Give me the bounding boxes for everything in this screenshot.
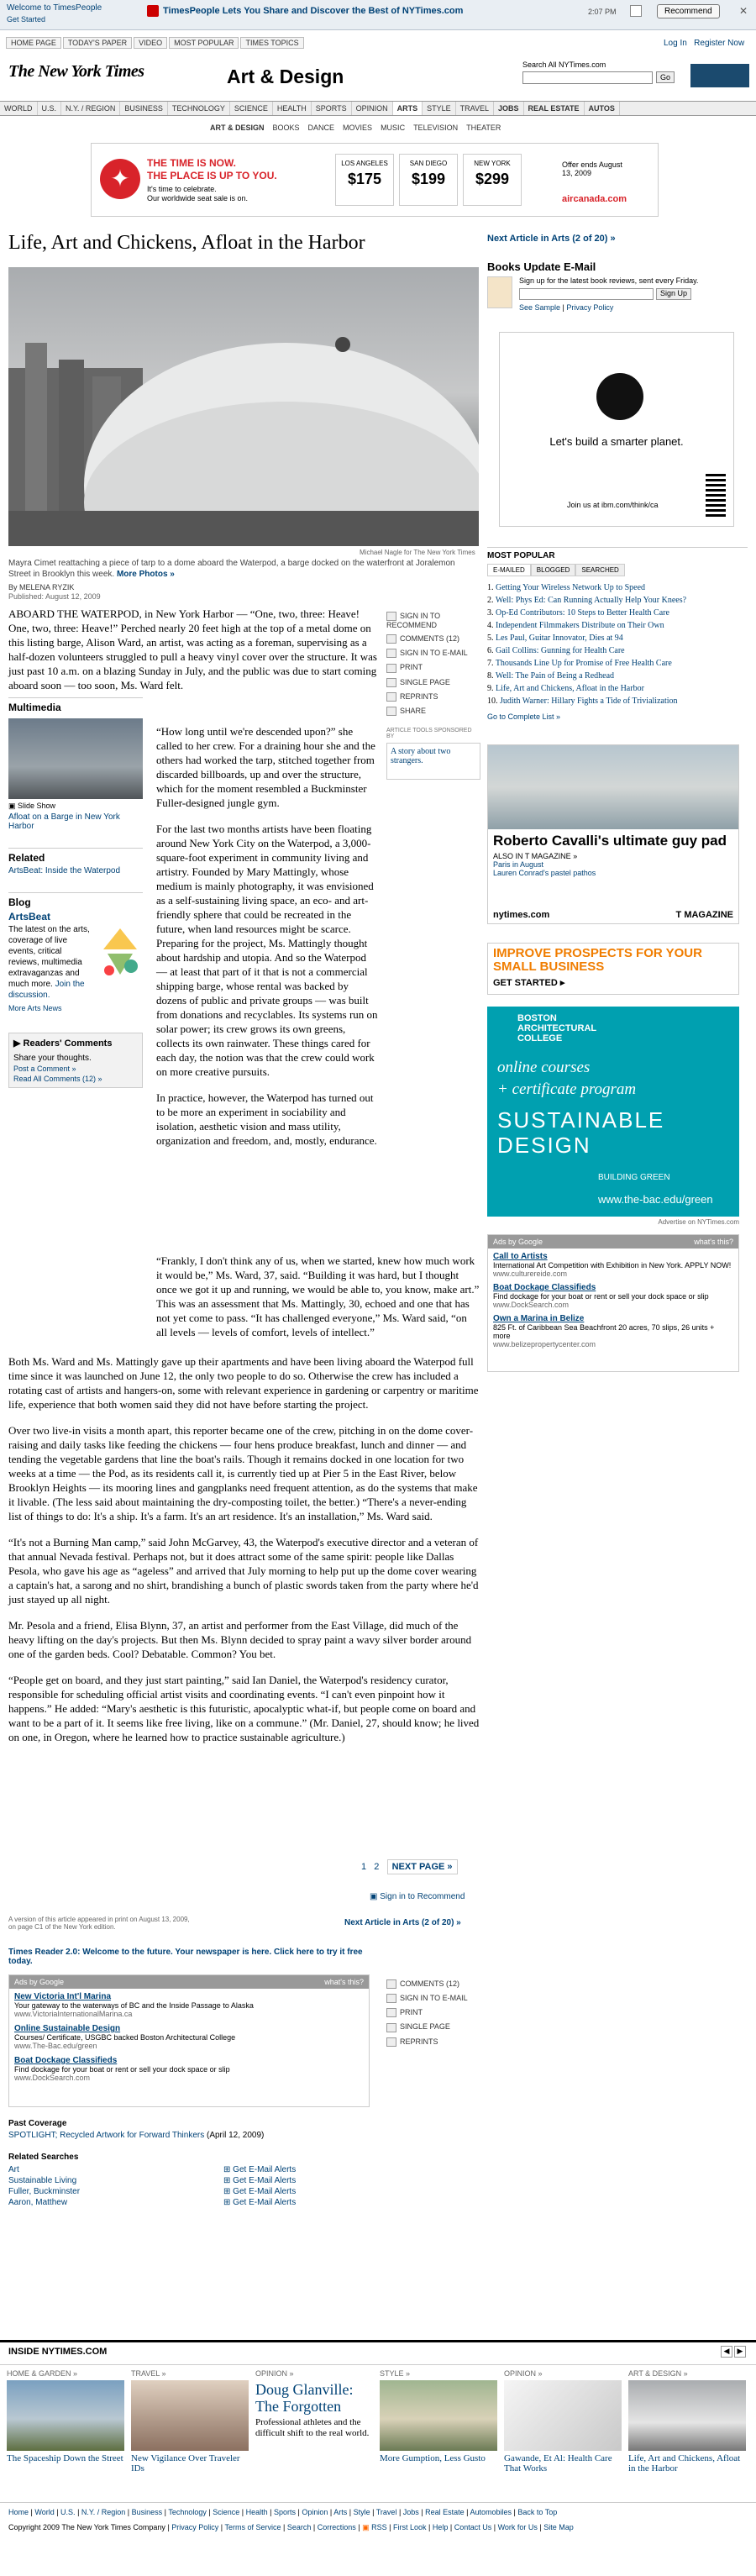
reprints-icon <box>386 692 396 702</box>
footer-arts[interactable]: Arts <box>333 2508 348 2516</box>
tool2-email[interactable]: SIGN IN TO E-MAIL <box>386 1994 480 2003</box>
bac-ad[interactable] <box>487 1007 739 1217</box>
bac-name: BOSTON ARCHITECTURAL COLLEGE <box>517 1013 596 1044</box>
improve-headline: IMPROVE PROSPECTS FOR YOUR SMALL BUSINESS <box>493 946 702 974</box>
ibm-tagline: Let's build a smarter planet. <box>549 435 684 448</box>
most-popular <box>487 547 748 721</box>
related-searches-heading: Related Searches <box>8 2153 79 2162</box>
timespeople-icon <box>147 5 159 17</box>
tab-emailed[interactable]: E-MAILED <box>487 564 531 576</box>
article-body-col1 <box>8 607 378 704</box>
bac-url: www.the-bac.edu/green <box>598 1193 713 1206</box>
banner-line1: THE TIME IS NOW. <box>147 157 237 169</box>
alert-fuller[interactable]: ⊞ Get E-Mail Alerts <box>223 2187 297 2196</box>
subnav-television[interactable]: TELEVISION <box>413 124 459 132</box>
bottom-ad-3-title[interactable]: Boat Dockage Classifieds <box>14 2056 118 2065</box>
search-input[interactable] <box>522 71 653 84</box>
tool2-reprints[interactable]: REPRINTS <box>386 2037 480 2047</box>
get-started-link[interactable]: Get Started <box>7 15 46 24</box>
main-photo[interactable] <box>8 267 479 546</box>
ads-header: Ads by Google what's this? <box>9 1975 369 1989</box>
readers-comments-box <box>8 1033 143 1088</box>
next-article-bottom[interactable]: Next Article in Arts (2 of 20) » <box>344 1918 461 1927</box>
inside-item-1[interactable]: HOME & GARDEN » The Spaceship Down the Street <box>7 2369 123 2463</box>
subnav-books[interactable]: BOOKS <box>272 124 300 132</box>
tab-blogged[interactable]: BLOGGED <box>531 564 576 576</box>
footer-jobs[interactable]: Jobs <box>402 2508 419 2516</box>
google-ads-bottom <box>8 1974 370 2107</box>
bac-line5: BUILDING GREEN <box>598 1173 670 1182</box>
inside-item-6[interactable]: ART & DESIGN » Life, Art and Chickens, Afloat in the Harbor <box>628 2369 746 2473</box>
rss-icon: ▣ <box>362 2523 370 2531</box>
cavalli-promo[interactable] <box>487 744 739 924</box>
subnav-movies[interactable]: MOVIES <box>343 124 373 132</box>
inside-photo-2 <box>131 2380 249 2451</box>
fare-ny[interactable]: NEW YORK $299 <box>463 154 522 206</box>
footer-privacy[interactable]: Privacy Policy <box>171 2523 219 2531</box>
section-title: Art & Design <box>227 66 344 87</box>
mp-item-3[interactable]: 3. Op-Ed Contributors: 10 Steps to Better Health Care <box>487 608 669 618</box>
footer-contact[interactable]: Contact Us <box>454 2523 492 2531</box>
mp-item-10[interactable]: 10. Judith Warner: Hillary Fights a Tide of Trivialization <box>487 697 678 706</box>
footer-rss[interactable]: RSS <box>371 2523 387 2531</box>
footer-corrections[interactable]: Corrections <box>317 2523 356 2531</box>
article-headline: Life, Art and Chickens, Afloat in the Harbor <box>8 232 365 254</box>
right-ad-3-desc: 825 Ft. of Caribbean Sea Beachfront 20 acres, 70 slips, 26 units + more <box>493 1323 715 1340</box>
photo-credit: Michael Nagle for The New York Times <box>360 549 475 556</box>
mp-item-7[interactable]: 7. Thousands Line Up for Promise of Free Health Care <box>487 659 672 668</box>
print-note: A version of this article appeared in print on August 13, 2009, on page C1 of the New York edition. <box>8 1916 190 1931</box>
tool-recommend[interactable]: SIGN IN TO RECOMMEND <box>386 612 441 630</box>
secnav-health[interactable]: HEALTH <box>273 102 312 115</box>
paragraph-7: Over two live-in visits a month apart, this reporter became one of the crew, pitching in on the dome cover-raising and daily tasks like feeding the chickens — four hens produce breakfast, lunch and dinner — and tending the vegetable gardens that line the boat's rails. Though it remains docked in one location for two weeks at a time — the Pod, as its residents call it, is currently tied up at Pier 5 in the East River, below Brooklyn Heights — its mooring lines and gangplanks need frequent attention, as do the systems that make it livable. (The less said about maintaining the dry-composting toilet, the better.) “There's a never-ending list of things to do: It's a ship. It's a farm. It's an art residence. It's an installation,” Ms. Ward said. <box>8 1424 478 1522</box>
photo-caption: Mayra Cimet reattaching a piece of tarp to a dome aboard the Waterpod, a barge docked on the waterfront at Joralemon Street in Brooklyn this week. More Photos » <box>8 559 455 579</box>
tool-print[interactable]: PRINT <box>386 663 480 672</box>
footer-real-estate[interactable]: Real Estate <box>425 2508 465 2516</box>
left-sidebar <box>8 697 143 1088</box>
bottom-ad-1-desc: Your gateway to the waterways of BC and the Inside Passage to Alaska <box>14 2001 254 2010</box>
mp-item-2[interactable]: 2. Well: Phys Ed: Can Running Actually Help Your Knees? <box>487 596 687 605</box>
book-icon <box>487 276 512 308</box>
right-ad-2-title[interactable]: Boat Dockage Classifieds <box>493 1283 596 1292</box>
footer-science[interactable]: Science <box>213 2508 240 2516</box>
footer-sports[interactable]: Sports <box>273 2508 296 2516</box>
tool-single-page[interactable]: SINGLE PAGE <box>386 678 480 687</box>
most-popular-heading: MOST POPULAR <box>487 551 555 560</box>
plus-icon: ⊞ <box>223 2198 231 2207</box>
inside-title: INSIDE NYTIMES.COM <box>8 2347 108 2357</box>
artsbeat-logo-icon <box>99 924 141 983</box>
slideshow-icon: ▣ <box>8 802 16 810</box>
mp-item-9[interactable]: 9. Life, Art and Chickens, Afloat in the Harbor <box>487 684 644 693</box>
cavalli-photo <box>488 745 738 829</box>
most-popular-list <box>487 581 748 707</box>
read-all-comments-link[interactable]: Read All Comments (12) » <box>13 1075 102 1083</box>
nav-video[interactable]: VIDEO <box>134 37 167 49</box>
more-arts-news-link[interactable]: More Arts News <box>8 1004 62 1012</box>
inside-photo-5 <box>504 2380 622 2451</box>
improve-ad[interactable] <box>487 943 739 995</box>
right-ad-1-url[interactable]: www.culturereide.com <box>493 1270 568 1278</box>
right-ad-3-url[interactable]: www.belizepropertycenter.com <box>493 1340 596 1348</box>
related-heading: Related <box>8 848 143 864</box>
cavalli-title: Roberto Cavalli's ultimate guy pad <box>493 833 727 849</box>
footer <box>0 2502 756 2537</box>
slideshow-thumbnail[interactable] <box>8 718 143 799</box>
register-link[interactable]: Register Now <box>694 39 745 48</box>
inside-nytimes <box>0 2340 756 2473</box>
comment-bubble-icon: ▶ <box>13 1038 21 1049</box>
footer-world[interactable]: World <box>34 2508 55 2516</box>
inside-photo-6 <box>628 2380 746 2451</box>
ads-header-right: Ads by Google what's this? <box>488 1235 738 1249</box>
bac-line1: online courses <box>497 1059 591 1076</box>
footer-sitemap[interactable]: Site Map <box>543 2523 574 2531</box>
footer-home[interactable]: Home <box>8 2508 29 2516</box>
cavalli-link-2[interactable]: Lauren Conrad's pastel pathos <box>493 869 596 877</box>
bottom-ad-2-url[interactable]: www.The-Bac.edu/green <box>14 2042 97 2050</box>
mp-item-1[interactable]: 1. Getting Your Wireless Network Up to Speed <box>487 583 646 592</box>
subnav-art-design[interactable]: ART & DESIGN <box>210 124 265 132</box>
books-signup-button[interactable]: Sign Up <box>656 288 691 300</box>
past-coverage <box>8 2119 479 2140</box>
email-icon <box>386 649 396 658</box>
paragraph-8: “It's not a Burning Man camp,” said John McGarvey, 43, the Waterpod's executive director and a veteran of that annual Nevada festival. Perhaps not, but it does attract some of the same spirit: people like Dallas Pesola, who gave his age as “ageless” and arrived that July morning to help put up the dome cover wearing a captain's hat, a sarong and no shirt, brandishing a bunch of plastic swords taken from the party where he'd just stayed up all night. <box>8 1536 479 1606</box>
right-ad-1-title[interactable]: Call to Artists <box>493 1252 548 1261</box>
byline: By MELENA RYZIK <box>8 583 75 591</box>
timespeople-promo[interactable]: TimesPeople Lets You Share and Discover the Best of NYTimes.com <box>163 6 464 16</box>
secnav-technology[interactable]: TECHNOLOGY <box>168 102 230 115</box>
plus-icon: ⊞ <box>223 2176 231 2185</box>
inside-item-4[interactable]: STYLE » More Gumption, Less Gusto <box>380 2369 497 2463</box>
tool2-single-page[interactable]: SINGLE PAGE <box>386 2022 480 2032</box>
toolbar-grid-icon[interactable] <box>630 5 642 17</box>
banner-offer: Offer ends August 13, 2009 <box>562 160 622 177</box>
tool-share[interactable]: SHARE <box>386 707 480 716</box>
timespeople-welcome[interactable]: Welcome to TimesPeople <box>7 3 102 13</box>
cavalli-link-1[interactable]: Paris in August <box>493 860 544 869</box>
tab-searched[interactable]: SEARCHED <box>575 564 624 576</box>
inside-item-2[interactable]: TRAVEL » New Vigilance Over Traveler IDs <box>131 2369 249 2473</box>
paragraph-6: Both Ms. Ward and Ms. Mattingly gave up their apartments and have been living aboard the Waterpod full time since it was launched on June 12, the only two people to do so. Otherwise the crew has included a rotating cast of artists and hangers-on, some with relevant experience in gardening or carpentry or maritime life, experience that both women said they did not have before starting the project. <box>8 1355 479 1411</box>
multimedia-heading: Multimedia <box>8 697 143 713</box>
paragraph-5: “Frankly, I don't think any of us, when we started, knew how much work it would be,” Ms. Ward, 37, said. “Building it was hard, but I thought once we got it up and running, we would be able to, you know, make art.” This was an assessment that Ms. Mattingly, 30, echoed and one that has not yet come to pass. “It has challenged everyone,” Ms. Ward said, “on all levels — levels of comfort, levels of intellect.” <box>156 1254 480 1338</box>
nav-times-topics[interactable]: TIMES TOPICS <box>240 37 303 49</box>
page-1[interactable]: 1 <box>361 1862 367 1872</box>
toolbar-time: 2:07 PM <box>588 8 617 16</box>
masthead-ad[interactable] <box>690 64 749 87</box>
search-fuller[interactable]: Fuller, Buckminster <box>8 2187 81 2196</box>
copyright: Copyright 2009 The New York Times Company <box>8 2523 165 2531</box>
recommend-icon-bottom: ▣ <box>370 1892 378 1901</box>
top-nav <box>6 37 306 49</box>
bac-line2: + certificate program <box>497 1080 637 1098</box>
tool-email[interactable]: SIGN IN TO E-MAIL <box>386 649 480 658</box>
slideshow-label[interactable]: ▣ Slide Show <box>8 802 56 810</box>
sponsor-label: ARTICLE TOOLS SPONSORED BY <box>386 727 472 739</box>
secnav-real-estate[interactable]: REAL ESTATE <box>524 102 585 115</box>
mp-item-4[interactable]: 4. Independent Filmmakers Distribute on Their Own <box>487 621 664 630</box>
footer-us[interactable]: U.S. <box>60 2508 76 2516</box>
search-label: Search All NYTimes.com <box>522 60 606 69</box>
right-sidebar: Next Article in Arts (2 of 20) » Books Update E-Mail Sign up for the latest book reviews, sent every Friday. Sign Up See Sample | Privacy Policy Let's build a smarter planet. Join us at ibm.com/think/ca MOST POPULAR E-MAILED BLOGGED SEARCHED 1. Getting Your Wireless Network Up to Speed 2. Well: Phys Ed: Can Running Actually Help Your Knees? 3. Op-Ed Contributors: 10 Steps to Better Health Care 4. Independent Filmmakers Distribute on Their Own 5. Les Paul, Guitar Innovator, Dies at 94 6. Gail Collins: Gunning for Health Care 7. Thousands Line Up for Promise of Free Health Care 8. Well: The Pain of Being a Redhead 9. Life, Art and Chickens, Afloat in the Harbor 10. Judith Warner: Hillary Fights a Tide of Trivialization Go to Complete List » Roberto Cavalli's ultimate guy pad ALSO IN T MAGAZINE » Paris in August Lauren Conrad's pastel pathos nytimes.com T MAGAZINE IMPROVE PROSPECTS FOR YOUR SMALL BUSINESS GET STARTED ▸ BOSTON ARCHITECTURAL COLLEGE online courses + certificate program SUSTAINABLE DESIGN BUILDING GREEN www.the-bac.edu/green Advertise on NYTimes.com Ads by Google what's this? Call to Artists International Art Competition with Exhibition in New York. APPLY NOW! www.culturereide.com Boat Dockage Classifieds Find dockage for your boat or rent or sell your dock space or slip www.DockSearch.com Own a Marina in Belize 825 Ft. of Caribbean Sea Beachfront 20 acres, 70 slips, 26 units + more www.belizepropertycenter.com <box>487 234 748 1372</box>
paragraph-9: Mr. Pesola and a friend, Elisa Blynn, 37, an artist and performer from the East Village, did much of the heavy lifting on the day's projects. But then Ms. Blynn decided to spray paint a wavy silver border around one of the garden beds. Cool? Debatable. Common? You bet. <box>8 1619 472 1660</box>
cavalli-nytimes: nytimes.com <box>493 910 550 920</box>
reprints-icon-2 <box>386 2037 396 2047</box>
subnav-theater[interactable]: THEATER <box>466 124 501 132</box>
times-reader-promo[interactable]: Times Reader 2.0: Welcome to the future. Your newspaper is here. Click here to try it free today. <box>8 1948 363 1966</box>
comments-icon <box>386 634 396 644</box>
footer-help[interactable]: Help <box>432 2523 449 2531</box>
search-aaron[interactable]: Aaron, Matthew <box>8 2198 68 2207</box>
tool-comments[interactable]: COMMENTS (12) <box>386 634 480 644</box>
login-links <box>664 39 744 48</box>
article-tools-bottom <box>386 1974 480 2052</box>
bac-line3: SUSTAINABLE <box>497 1107 665 1133</box>
books-desc: Sign up for the latest book reviews, sent every Friday. <box>519 276 699 285</box>
tool2-comments[interactable]: COMMENTS (12) <box>386 1979 480 1989</box>
alert-art[interactable]: ⊞ Get E-Mail Alerts <box>223 2165 297 2174</box>
readers-comments-heading: ▶ Readers' Comments <box>13 1038 113 1049</box>
next-page-button[interactable]: NEXT PAGE » <box>387 1859 458 1874</box>
cavalli-tmag: T MAGAZINE <box>675 910 733 920</box>
cavalli-also: ALSO IN T MAGAZINE » <box>493 852 578 860</box>
secnav-arts[interactable]: ARTS <box>393 102 423 115</box>
google-ads-right <box>487 1234 739 1372</box>
comments-icon-2 <box>386 1979 396 1989</box>
footer-opinion[interactable]: Opinion <box>302 2508 328 2516</box>
more-photos-link[interactable]: More Photos » <box>116 570 175 579</box>
page-2[interactable]: 2 <box>374 1862 380 1872</box>
subnav-dance[interactable]: DANCE <box>307 124 335 132</box>
see-sample-link[interactable]: See Sample <box>519 303 561 312</box>
secnav-sports[interactable]: SPORTS <box>312 102 352 115</box>
secnav-business[interactable]: BUSINESS <box>120 102 168 115</box>
search-art[interactable]: Art <box>8 2165 19 2174</box>
article-body-col3 <box>8 1354 480 1756</box>
waterpod-dome-illustration <box>8 267 479 546</box>
globe-icon <box>596 373 643 420</box>
related-link[interactable]: ArtsBeat: Inside the Waterpod <box>8 866 121 875</box>
fare-sd[interactable]: SAN DIEGO $199 <box>399 154 458 206</box>
secnav-travel[interactable]: TRAVEL <box>456 102 494 115</box>
past-coverage-link[interactable]: SPOTLIGHT; Recycled Artwork for Forward Thinkers <box>8 2131 205 2140</box>
inside-photo-4 <box>380 2380 497 2451</box>
alert-sustainable[interactable]: ⊞ Get E-Mail Alerts <box>223 2176 297 2185</box>
bottom-ad-3-desc: Find dockage for your boat or rent or sell your dock space or slip <box>14 2065 230 2074</box>
single-page-icon-2 <box>386 2023 396 2032</box>
artsbeat-title[interactable]: ArtsBeat <box>8 911 51 923</box>
bottom-ad-3-url[interactable]: www.DockSearch.com <box>14 2074 91 2082</box>
nyt-logo[interactable]: The New York Times <box>8 62 144 81</box>
pagination <box>361 1862 458 1872</box>
banner-line4: Our worldwide seat sale is on. <box>147 194 249 202</box>
nav-todays-paper[interactable]: TODAY'S PAPER <box>63 37 132 49</box>
blog-desc: The latest on the arts, coverage of live events, critical reviews, multimedia extravaganzas and much more. Join the discussion. <box>8 925 90 1000</box>
inside-next-arrow-icon[interactable]: ▶ <box>734 2346 746 2358</box>
close-icon[interactable]: ✕ <box>739 5 748 17</box>
inside-item-3[interactable]: OPINION » Doug Glanville: The Forgotten Professional athletes and the difficult shift to the real world. <box>255 2369 370 2438</box>
aircanada-brand: aircanada.com <box>562 194 627 204</box>
email-icon-2 <box>386 1994 396 2003</box>
nav-most-popular[interactable]: MOST POPULAR <box>169 37 239 49</box>
footer-nav: Home | World | U.S. | N.Y. / Region | Business | Technology | Science | Health | Sports | Opinion | Arts | Style | Travel | Jobs | Real Estate | Automobiles | Back to Top <box>8 2508 558 2516</box>
footer-business[interactable]: Business <box>131 2508 163 2516</box>
ibm-logo-icon <box>706 474 726 518</box>
secnav-jobs[interactable]: JOBS <box>494 102 524 115</box>
inside-prev-arrow-icon[interactable]: ◀ <box>721 2346 732 2358</box>
plus-icon: ⊞ <box>223 2165 231 2174</box>
bottom-ad-2-desc: Courses/ Certificate, USGBC backed Boston Architectural College <box>14 2033 236 2042</box>
footer-nyregion[interactable]: N.Y. / Region <box>81 2508 126 2516</box>
paragraph-2: “How long until we're descended upon?” she called to her crew. For a draining hour she and the others had worked the tarp, stitched together from discarded billboards, up and over the structure, which for the moment resembled a Buckminster Fuller-designed jungle gym. <box>156 725 375 809</box>
secnav-science[interactable]: SCIENCE <box>230 102 273 115</box>
footer-first-look[interactable]: First Look <box>392 2523 427 2531</box>
article-body-col2 <box>156 724 379 1159</box>
plus-icon: ⊞ <box>223 2187 231 2196</box>
related-searches <box>8 2153 479 2207</box>
bottom-ad-2-title[interactable]: Online Sustainable Design <box>14 2024 121 2033</box>
published-date: Published: August 12, 2009 <box>8 592 101 601</box>
tool-reprints[interactable]: REPRINTS <box>386 692 480 702</box>
print-icon <box>386 664 396 673</box>
past-coverage-heading: Past Coverage <box>8 2119 67 2128</box>
inside-photo-1 <box>7 2380 124 2451</box>
section-nav <box>0 101 756 116</box>
ibm-ad[interactable] <box>499 332 734 527</box>
right-ad-3-title[interactable]: Own a Marina in Belize <box>493 1314 585 1323</box>
recommend-icon <box>386 612 396 621</box>
subnav-music[interactable]: MUSIC <box>381 124 406 132</box>
footer-automobiles[interactable]: Automobiles <box>470 2508 512 2516</box>
mp-item-5[interactable]: 5. Les Paul, Guitar Innovator, Dies at 94 <box>487 633 623 643</box>
article-tools <box>386 607 480 780</box>
improve-get-started: GET STARTED ▸ <box>493 978 565 988</box>
paragraph-4: In practice, however, the Waterpod has turned out to be more an experiment in sociability and isolation, aesthetic vision and mass utility, organization and freedom, and, mostly, endurance. <box>156 1091 377 1147</box>
paragraph-3: For the last two months artists have been floating around New York City on the Waterpod, a 3,000-square-foot experiment in community living and artistry. Founded by Mary Mattingly, whose medium is mainly photography, it was envisioned as a self-sustaining living space, an eco- and art-friendly sphere that could be recreated in the future, when land resources might be scarce. Preparing for the project, Ms. Mattingly thought about hardship and utopia. And so the Waterpod — at least that part of it that is not a commercial shipping barge, whose rental was backed by dozens of public and private groups — was built from donations and recyclables. Its systems run on solar power; its crew grows its own greens, collects its own rainwater. These things cared for each day, the notion was that the crew could work on more creative pursuits. <box>156 823 378 1078</box>
mp-item-8[interactable]: 8. Well: The Pain of Being a Redhead <box>487 671 615 681</box>
right-ad-2-desc: Find dockage for your boat or rent or sell your dock space or slip <box>493 1292 709 1301</box>
secnav-autos[interactable]: AUTOS <box>585 102 620 115</box>
footer-style[interactable]: Style <box>353 2508 370 2516</box>
banner-line3: It's time to celebrate. <box>147 185 217 193</box>
join-discussion-link[interactable]: Join the discussion. <box>8 980 85 1000</box>
bac-line4: DESIGN <box>497 1133 591 1158</box>
paragraph-1: ABOARD THE WATERPOD, in New York Harbor — “One, two, three: Heave! One, two, three: Heave!” Perched nearly 20 feet high at the top of a metal dome on this listing barge, Alison Ward, an artist, was acting as a foreman, supervising as a half-dozen volunteers struggled to pull a heavy vinyl cover over the structure. It was just past 10 a.m. on a blazing Sunday in July, and the public was due to start coming aboard soon — too soon, Ms. Ward felt. <box>8 607 377 691</box>
share-icon <box>386 707 396 716</box>
footer-technology[interactable]: Technology <box>168 2508 207 2516</box>
footer-legal: Copyright 2009 The New York Times Company | Privacy Policy | Terms of Service | Search | Corrections | ▣ RSS | First Look | Help | Contact Us | Work for Us | Site Map <box>8 2523 574 2531</box>
aircanada-banner[interactable] <box>91 143 659 217</box>
blog-heading: Blog <box>8 892 143 908</box>
books-email-input[interactable] <box>519 288 654 300</box>
sponsor-ad[interactable]: A story about two strangers. <box>386 743 480 780</box>
timespeople-toolbar <box>0 0 756 30</box>
footer-travel[interactable]: Travel <box>375 2508 397 2516</box>
footer-health[interactable]: Health <box>245 2508 268 2516</box>
secnav-world[interactable]: WORLD <box>0 102 38 115</box>
bottom-ad-1-url[interactable]: www.VictoriaInternationalMarina.ca <box>14 2010 133 2018</box>
footer-terms[interactable]: Terms of Service <box>224 2523 281 2531</box>
next-article-top[interactable]: Next Article in Arts (2 of 20) » <box>487 234 616 244</box>
bottom-ad-1-title[interactable]: New Victoria Int'l Marina <box>14 1992 111 2001</box>
right-ad-1-desc: International Art Competition with Exhibition in New York. APPLY NOW! <box>493 1261 732 1270</box>
sub-nav <box>206 123 505 133</box>
inside-item-5[interactable]: OPINION » Gawande, Et Al: Health Care That Works <box>504 2369 622 2473</box>
article-body-col2b <box>156 1254 480 1351</box>
sign-in-recommend-bottom[interactable]: ▣ Sign in to Recommend <box>370 1892 465 1901</box>
secnav-style[interactable]: STYLE <box>423 102 456 115</box>
recommend-button[interactable]: Recommend <box>657 4 720 18</box>
nav-home-page[interactable]: HOME PAGE <box>6 37 61 49</box>
tool2-print[interactable]: PRINT <box>386 2008 480 2017</box>
right-ad-2-url[interactable]: www.DockSearch.com <box>493 1301 570 1309</box>
secnav-nyregion[interactable]: N.Y. / REGION <box>61 102 120 115</box>
footer-search[interactable]: Search <box>286 2523 312 2531</box>
search-go-button[interactable]: Go <box>656 71 675 83</box>
secnav-us[interactable]: U.S. <box>38 102 62 115</box>
secnav-opinion[interactable]: OPINION <box>352 102 393 115</box>
login-link[interactable]: Log In <box>664 39 687 48</box>
slideshow-caption[interactable]: Afloat on a Barge in New York Harbor <box>8 812 120 831</box>
print-icon-2 <box>386 2008 396 2017</box>
complete-list-link[interactable]: Go to Complete List » <box>487 712 561 721</box>
fare-la[interactable]: LOS ANGELES $175 <box>335 154 394 206</box>
mp-item-6[interactable]: 6. Gail Collins: Gunning for Health Care <box>487 646 625 655</box>
maple-leaf-icon: ✦ <box>100 159 140 199</box>
footer-back-to-top[interactable]: Back to Top <box>517 2508 558 2516</box>
privacy-policy-link[interactable]: Privacy Policy <box>566 303 614 312</box>
search-sustainable[interactable]: Sustainable Living <box>8 2176 77 2185</box>
books-update-title: Books Update E-Mail <box>487 260 596 273</box>
ibm-join: Join us at ibm.com/think/ca <box>567 501 659 509</box>
post-comment-link[interactable]: Post a Comment » <box>13 1065 76 1073</box>
past-coverage-date: (April 12, 2009) <box>207 2131 265 2140</box>
alert-aaron[interactable]: ⊞ Get E-Mail Alerts <box>223 2198 297 2207</box>
advertise-link[interactable]: Advertise on NYTimes.com <box>658 1218 739 1226</box>
paragraph-10: “People get on board, and they just start painting,” said Ian Daniel, the Waterpod's residency curator, responsible for scheduling official artist visits and coordinating events. “I can't even pinpoint how it happens.” He added: “Mary's aesthetic is this futuristic, apocalyptic what-if, but people come on board and want to be a part of it. It seems like free living, like on a commune.” (Mr. Daniel, 27, should know; he lived on one, in Oregon, where he learned how to practice sustainable agriculture.) <box>8 1674 480 1743</box>
banner-line2: THE PLACE IS UP TO YOU. <box>147 170 277 181</box>
footer-work[interactable]: Work for Us <box>497 2523 538 2531</box>
share-thoughts: Share your thoughts. <box>13 1054 92 1063</box>
single-page-icon <box>386 678 396 687</box>
